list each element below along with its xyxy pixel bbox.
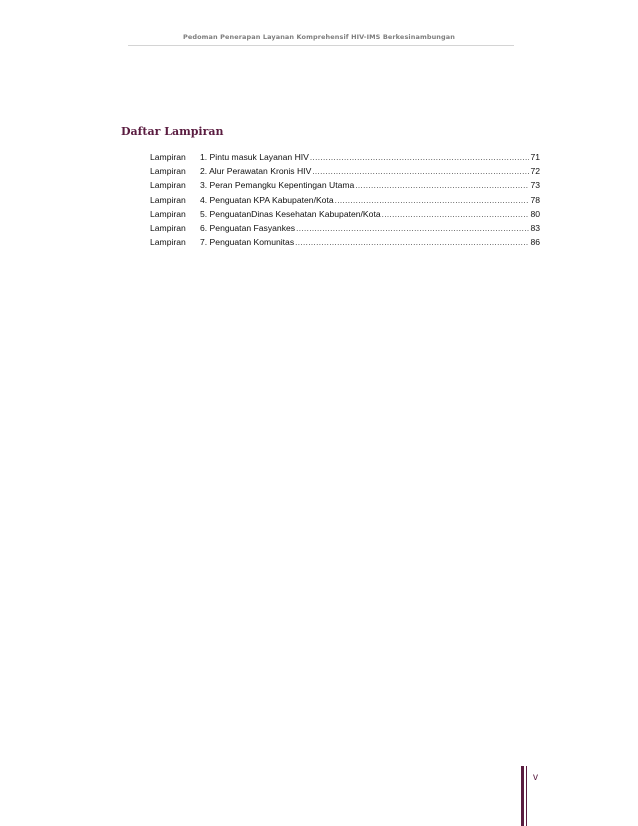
appendix-prefix: Lampiran	[150, 208, 186, 219]
dot-leader	[295, 238, 529, 247]
header-rule	[128, 45, 514, 46]
appendix-entry[interactable]	[150, 152, 540, 166]
appendix-prefix: Lampiran	[150, 222, 186, 233]
appendix-title: 3. Peran Pemangku Kepentingan Utama	[200, 180, 355, 191]
appendix-title: 5. PenguatanDinas Kesehatan Kabupaten/Kota	[200, 208, 381, 219]
appendix-entry[interactable]	[150, 223, 540, 237]
appendix-title: 4. Penguatan KPA Kabupaten/Kota	[200, 194, 334, 205]
appendix-page-number: 80	[530, 208, 540, 219]
appendix-title: 7. Penguatan Komunitas	[200, 237, 295, 248]
footer-accent-bar	[521, 766, 524, 826]
dot-leader	[335, 196, 530, 205]
section-title: Daftar Lampiran	[121, 125, 224, 138]
dot-leader	[382, 210, 530, 219]
appendix-prefix: Lampiran	[150, 237, 186, 248]
appendix-prefix: Lampiran	[150, 194, 186, 205]
appendix-prefix: Lampiran	[150, 180, 186, 191]
dot-leader	[310, 153, 530, 162]
dot-leader	[312, 167, 529, 176]
appendix-list	[150, 152, 540, 251]
running-header: Pedoman Penerapan Layanan Komprehensif HIV-IMS Berkesinambungan	[182, 33, 456, 41]
footer-accent-line	[526, 766, 527, 826]
appendix-entry[interactable]	[150, 195, 540, 209]
appendix-page-number: 71	[530, 152, 540, 162]
dot-leader	[296, 224, 529, 233]
appendix-page-number: 73	[530, 180, 540, 191]
dot-leader	[355, 181, 529, 190]
appendix-page-number: 86	[530, 237, 540, 248]
appendix-page-number: 72	[530, 166, 540, 177]
appendix-prefix: Lampiran	[150, 152, 186, 162]
appendix-entry[interactable]	[150, 180, 540, 194]
appendix-prefix: Lampiran	[150, 166, 186, 177]
appendix-title: 6. Penguatan Fasyankes	[200, 222, 296, 233]
page-number: v	[533, 772, 538, 783]
appendix-entry[interactable]	[150, 237, 540, 251]
appendix-page-number: 78	[530, 194, 540, 205]
appendix-page-number: 83	[530, 222, 540, 233]
appendix-entry[interactable]	[150, 209, 540, 223]
appendix-title: 2. Alur Perawatan Kronis HIV	[200, 166, 312, 177]
appendix-entry[interactable]	[150, 166, 540, 180]
appendix-title: 1. Pintu masuk Layanan HIV	[200, 152, 309, 162]
